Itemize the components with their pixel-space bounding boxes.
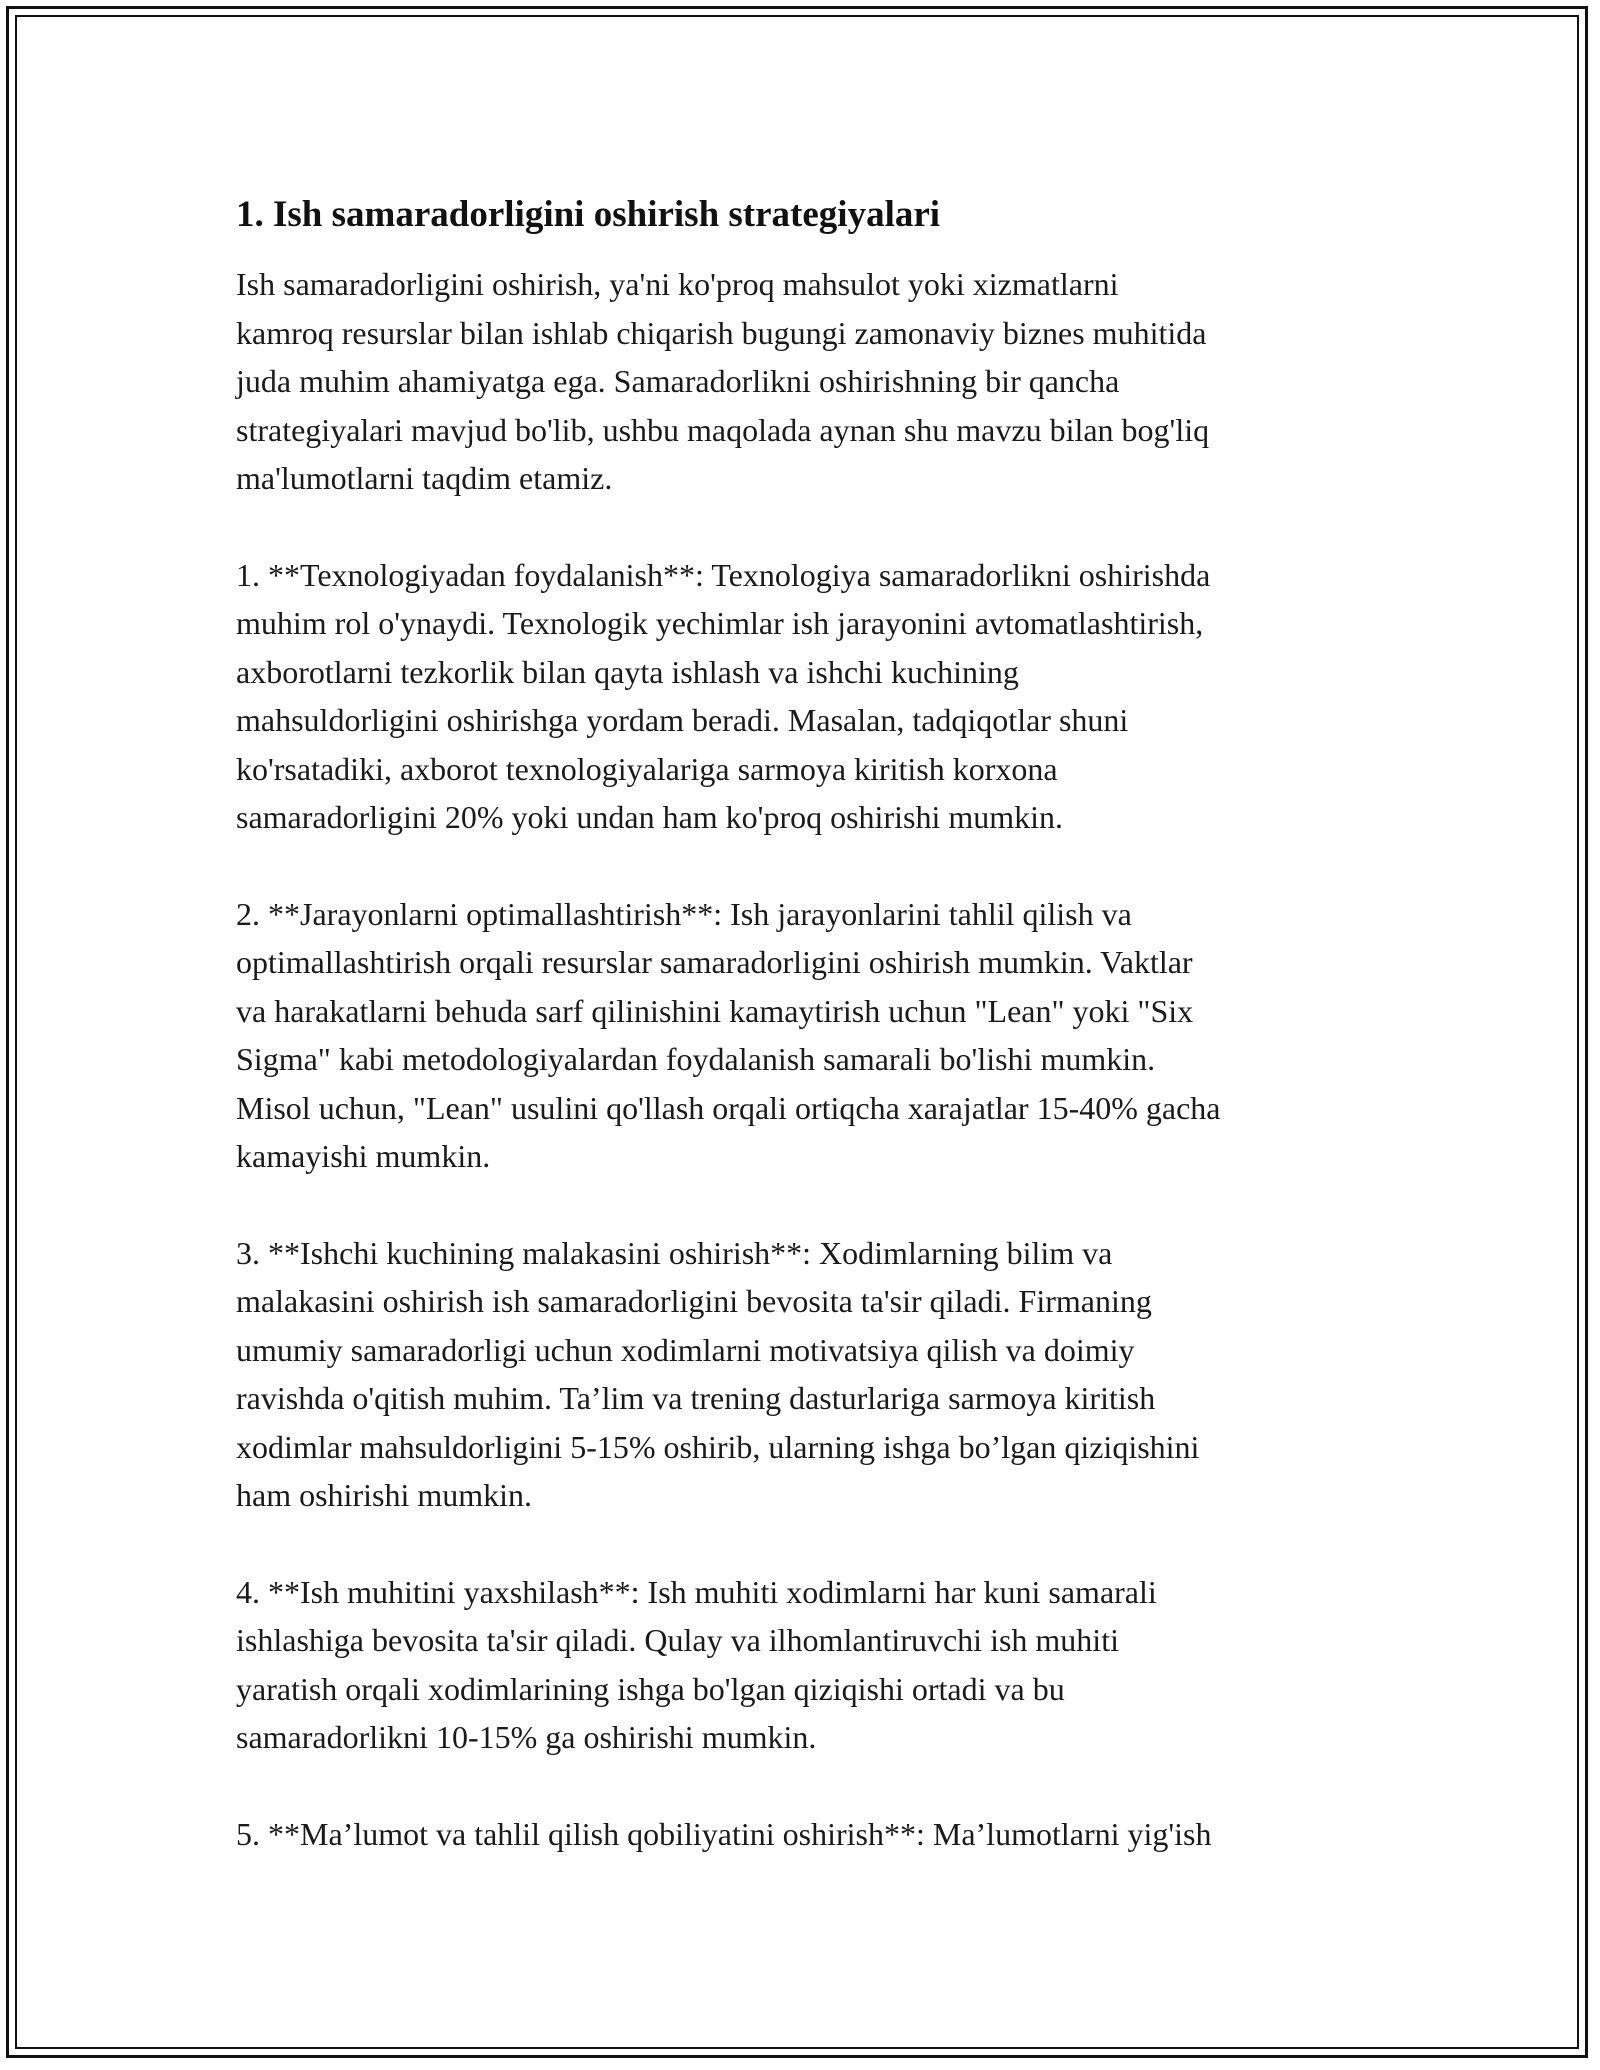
- document-body: [236, 190, 1376, 1906]
- paragraph-work-environment: 4. **Ish muhitini yaxshilash**: Ish muhiti xodimlarni har kuni samarali ishlashiga bevosita ta'sir qiladi. Qulay va ilhomlantiruvchi ish muhiti yaratish orqali xodimlarining ishga bo'lgan qiziqishi ortadi va bu samaradorlikni 10-15% ga oshirishi mumkin.: [236, 1573, 1157, 1755]
- document-title: 1. Ish samaradorligini oshirish strategiyalari: [236, 194, 941, 235]
- paragraph-technology: 1. **Texnologiyadan foydalanish**: Texnologiya samaradorlikni oshirishda muhim rol o'ynaydi. Texnologik yechimlar ish jarayonini avtomatlashtirish, axborotlarni tezkorlik bilan qayta ishlash va ishchi kuchining mahsuldorligini oshirishga yordam beradi. Masalan, tadqiqotlar shuni ko'rsatadiki, axborot texnologiyalariga sarmoya kiritish korxona samaradorligini 20% yoki undan ham ko'proq oshirishi mumkin.: [236, 556, 1211, 835]
- paragraph-workforce-skills: 3. **Ishchi kuchining malakasini oshirish**: Xodimlarning bilim va malakasini oshirish ish samaradorligini bevosita ta'sir qiladi. Firmaning umumiy samaradorligi uchun xodimlarni motivatsiya qilish va doimiy ravishda o'qitish muhim. Ta’lim va trening dasturlariga sarmoya kiritish xodimlar mahsuldorligini 5-15% oshirib, ularning ishga bo’lgan qiziqishini ham oshirishi mumkin.: [236, 1234, 1200, 1513]
- paragraph-process-optimization: 2. **Jarayonlarni optimallashtirish**: Ish jarayonlarini tahlil qilish va optimallashtirish orqali resurslar samaradorligini oshirish mumkin. Vaktlar va harakatlarni behuda sarf qilinishini kamaytirish uchun "Lean" yoki "Six Sigma" kabi metodologiyalardan foydalanish samarali bo'lishi mumkin. Misol uchun, "Lean" usulini qo'llash orqali ortiqcha xarajatlar 15-40% gacha kamayishi mumkin.: [236, 895, 1221, 1174]
- paragraph-intro: Ish samaradorligini oshirish, ya'ni ko'proq mahsulot yoki xizmatlarni kamroq resurslar bilan ishlab chiqarish bugungi zamonaviy biznes muhitida juda muhim ahamiyatga ega. Samaradorlikni oshirishning bir qancha strategiyalari mavjud bo'lib, ushbu maqolada aynan shu mavzu bilan bog'liq ma'lumotlarni taqdim etamiz.: [236, 266, 1210, 496]
- paragraph-data-analysis: 5. **Ma’lumot va tahlil qilish qobiliyatini oshirish**: Ma’lumotlarni yig'ish: [236, 1815, 1212, 1852]
